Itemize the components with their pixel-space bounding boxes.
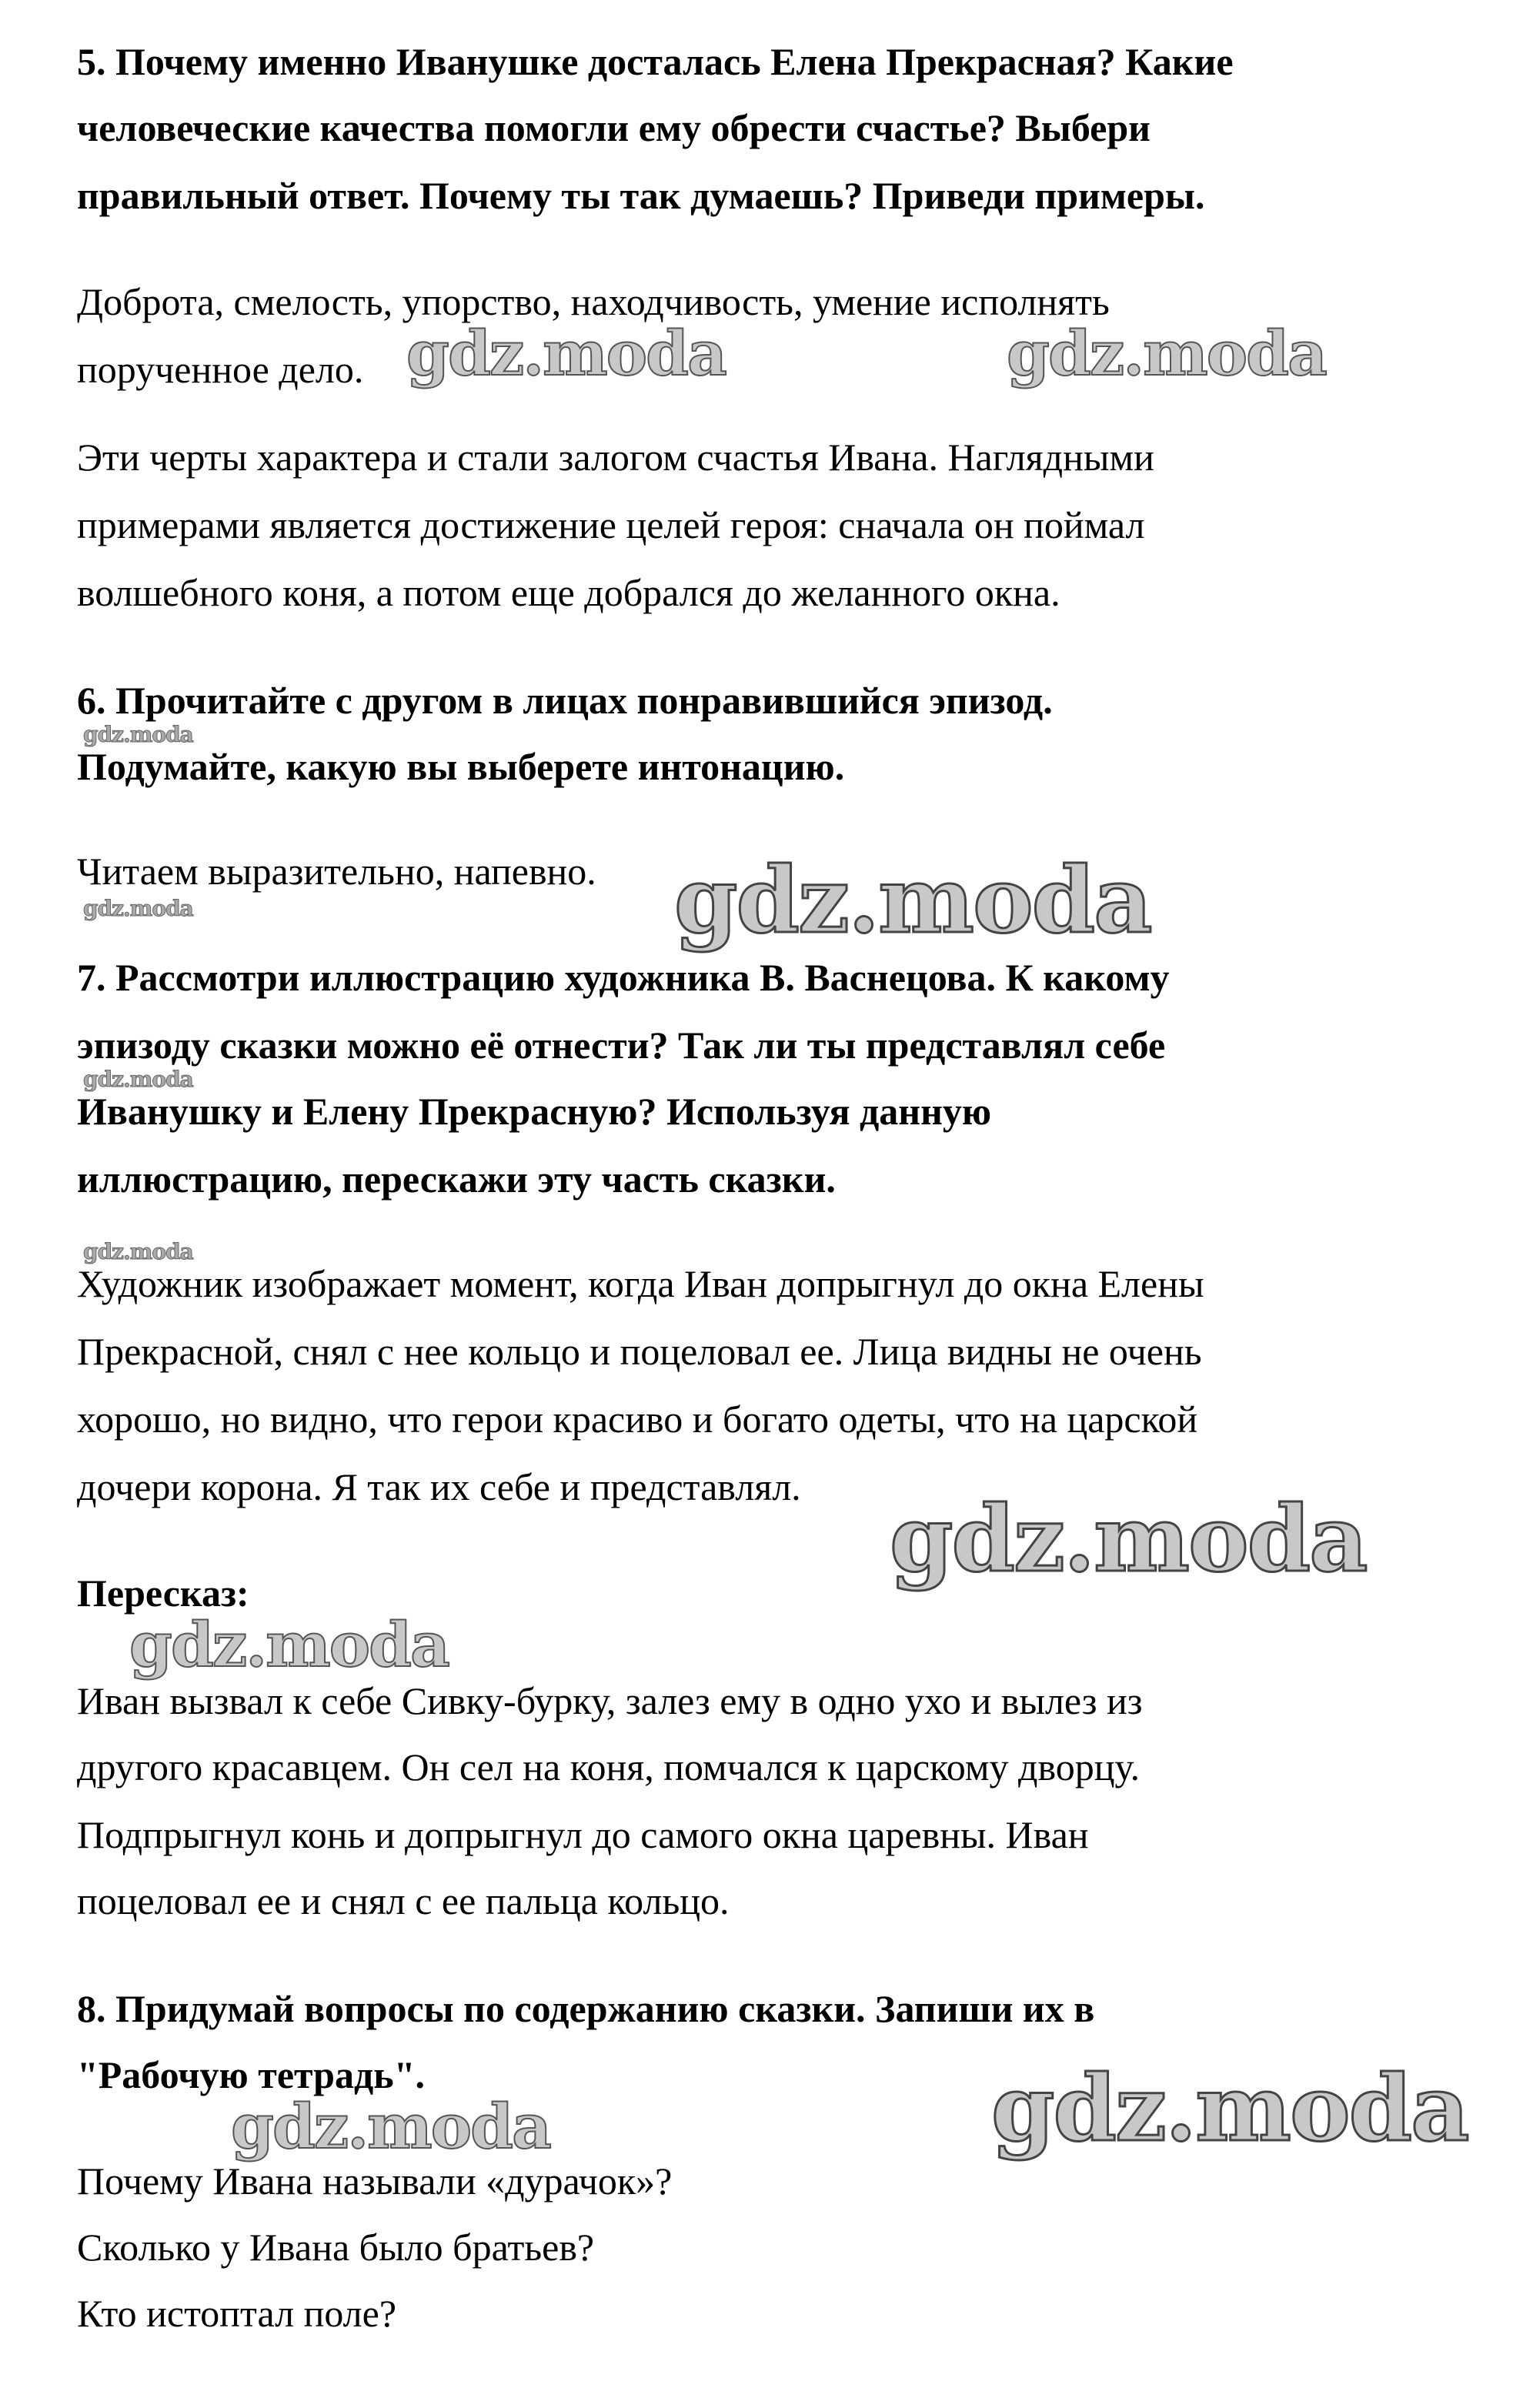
retell-line: поцеловал ее и снял с ее пальца кольцо.	[77, 1879, 730, 1922]
retell-heading: Пересказ:	[77, 1571, 249, 1615]
question-line: 7. Рассмотри иллюстрацию художника В. Васнецова. К какому	[77, 956, 1170, 999]
question-line: Подумайте, какую вы выберете интонацию.	[77, 745, 845, 788]
watermark: gdz.moda	[83, 896, 193, 921]
watermark: gdz.moda	[83, 722, 193, 747]
retell-line: Иван вызвал к себе Сивку-бурку, залез ему в одно ухо и вылез из	[77, 1679, 1143, 1722]
answer-line: хорошо, но видно, что герои красиво и богато одеты, что на царской	[77, 1398, 1198, 1441]
question-line: "Рабочую тетрадь".	[77, 2053, 425, 2096]
question-line: правильный ответ. Почему ты так думаешь? Приведи примеры.	[77, 174, 1205, 217]
answer-line: примерами является достижение целей героя: сначала он поймал	[77, 503, 1145, 546]
answer-line: порученное дело.	[77, 348, 364, 391]
watermark: gdz.moda	[83, 1239, 193, 1264]
watermark: gdz.moda	[674, 847, 1151, 954]
question-line: человеческие качества помогли ему обрести счастье? Выбери	[77, 106, 1151, 149]
question-line: иллюстрацию, перескажи эту часть сказки.	[77, 1157, 836, 1201]
answer-line: Прекрасной, снял с нее кольцо и поцеловал ее. Лица видны не очень	[77, 1330, 1202, 1373]
watermark: gdz.moda	[1007, 317, 1326, 389]
retell-line: Подпрыгнул конь и допрыгнул до самого окна царевны. Иван	[77, 1813, 1089, 1856]
question-line: Иванушку и Елену Прекрасную? Используя данную	[77, 1090, 992, 1133]
answer-line: Почему Ивана называли «дурачок»?	[77, 2159, 673, 2203]
answer-line: Кто истоптал поле?	[77, 2292, 397, 2335]
watermark: gdz.moda	[231, 2090, 550, 2163]
watermark: gdz.moda	[406, 317, 726, 389]
answer-line: Сколько у Ивана было братьев?	[77, 2226, 595, 2269]
answer-line: волшебного коня, а потом еще добрался до желанного окна.	[77, 571, 1060, 614]
question-line: 5. Почему именно Иванушке досталась Елена Прекрасная? Какие	[77, 40, 1234, 83]
answer-line: дочери корона. Я так их себе и представлял.	[77, 1465, 801, 1508]
watermark: gdz.moda	[991, 2055, 1468, 2162]
answer-line: Художник изображает момент, когда Иван допрыгнул до окна Елены	[77, 1262, 1204, 1305]
retell-line: другого красавцем. Он сел на коня, помчался к царскому дворцу.	[77, 1745, 1140, 1788]
watermark: gdz.moda	[83, 1067, 193, 1092]
watermark: gdz.moda	[890, 1485, 1367, 1592]
question-line: 8. Придумай вопросы по содержанию сказки. Запиши их в	[77, 1987, 1095, 2030]
answer-line: Эти черты характера и стали залогом счастья Ивана. Наглядными	[77, 436, 1154, 479]
q6-answer: Читаем выразительно, напевно.	[77, 850, 596, 893]
watermark: gdz.moda	[129, 1608, 449, 1681]
answer-line: Доброта, смелость, упорство, находчивость, умение исполнять	[77, 280, 1110, 323]
question-line: эпизоду сказки можно её отнести? Так ли ты представлял себе	[77, 1024, 1166, 1067]
question-line: 6. Прочитайте с другом в лицах понравившийся эпизод.	[77, 679, 1053, 722]
